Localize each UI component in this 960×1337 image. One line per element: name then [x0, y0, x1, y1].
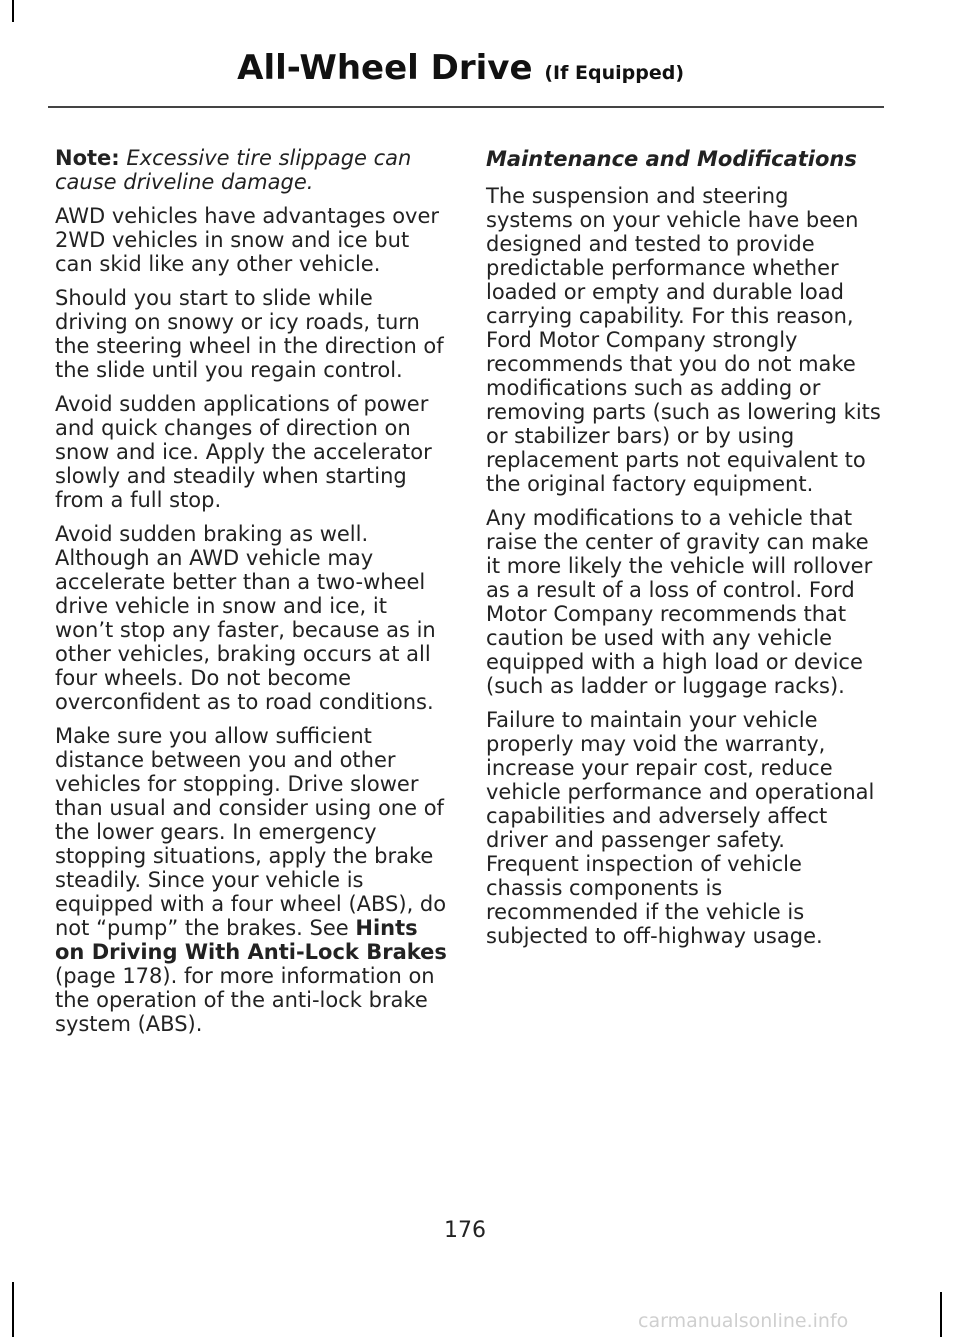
note-label: Note: — [55, 146, 120, 170]
paragraph-center-of-gravity: Any modifications to a vehicle that raise the center of gravity can make it more likely the vehicle will rollover as a result of a loss of control. Ford Motor Company recommends that caution be used with any vehicle equipped with a high load or device (such as ladder or luggage racks). — [486, 506, 873, 698]
watermark: carmanualsonline.info — [638, 1310, 849, 1332]
stopping-text-before: Make sure you allow sufficient distance between you and other vehicles for stopping. Drive slower than usual and consider using one of the lower gears. In emergency stopping situations, apply the brake steadily. Since your vehicle is equipped with a four wheel (ABS), do not “pump” the brakes. See — [55, 724, 447, 940]
page-title — [237, 48, 684, 88]
crop-mark-bottom-right-vertical — [940, 1292, 942, 1337]
paragraph-stopping-distance — [55, 724, 448, 1036]
paragraph-slide-control: Should you start to slide while driving on snowy or icy roads, turn the steering wheel in the direction of the slide until you regain control. — [55, 286, 444, 382]
abs-hints-link[interactable]: Hints on Driving With Anti-Lock Brakes — [55, 916, 447, 964]
page-title-text: All-Wheel Drive — [237, 48, 533, 88]
crop-mark-bottom-left-vertical — [12, 1282, 14, 1337]
paragraph-avoid-sudden-braking: Avoid sudden braking as well. Although an AWD vehicle may accelerate better than a two-wheel drive vehicle in snow and ice, it won’t stop any faster, because as in other vehicles, braking occurs at all four wheels. Do not become overconfident as to road conditions. — [55, 522, 436, 714]
note — [55, 146, 448, 194]
paragraph-maintenance-failure: Failure to maintain your vehicle properly may void the warranty, increase your repair cost, reduce vehicle performance and operational capabilities and adversely affect driver and passenger safety. Frequent inspection of vehicle chassis components is recommended if the vehicle is subjected to off-highway usage. — [486, 708, 875, 948]
note-text: Excessive tire slippage can cause driveline damage. — [55, 146, 412, 194]
stopping-text-after: (page 178). for more information on the operation of the anti-lock brake system (ABS). — [55, 964, 435, 1036]
page-number: 176 — [444, 1218, 486, 1243]
paragraph-suspension-steering: The suspension and steering systems on your vehicle have been designed and tested to provide predictable performance whether loaded or empty and durable load carrying capability. For this reason, Ford Motor Company strongly recommends that you do not make modifications such as adding or removing parts (such as lowering kits or stabilizer bars) or by using replacement parts not equivalent to the original factory equipment. — [486, 184, 881, 496]
right-column — [486, 146, 881, 958]
crop-mark-top-left-vertical — [12, 0, 14, 22]
paragraph-avoid-sudden-power: Avoid sudden applications of power and quick changes of direction on snow and ice. Apply the accelerator slowly and steadily when starting from a full stop. — [55, 392, 432, 512]
paragraph-awd-advantages: AWD vehicles have advantages over 2WD vehicles in snow and ice but can skid like any other vehicle. — [55, 204, 440, 276]
section-heading-maintenance: Maintenance and Modifications — [486, 147, 857, 171]
header-divider — [48, 106, 884, 108]
page-title-subtitle: (If Equipped) — [544, 62, 684, 84]
left-column — [55, 146, 448, 1046]
